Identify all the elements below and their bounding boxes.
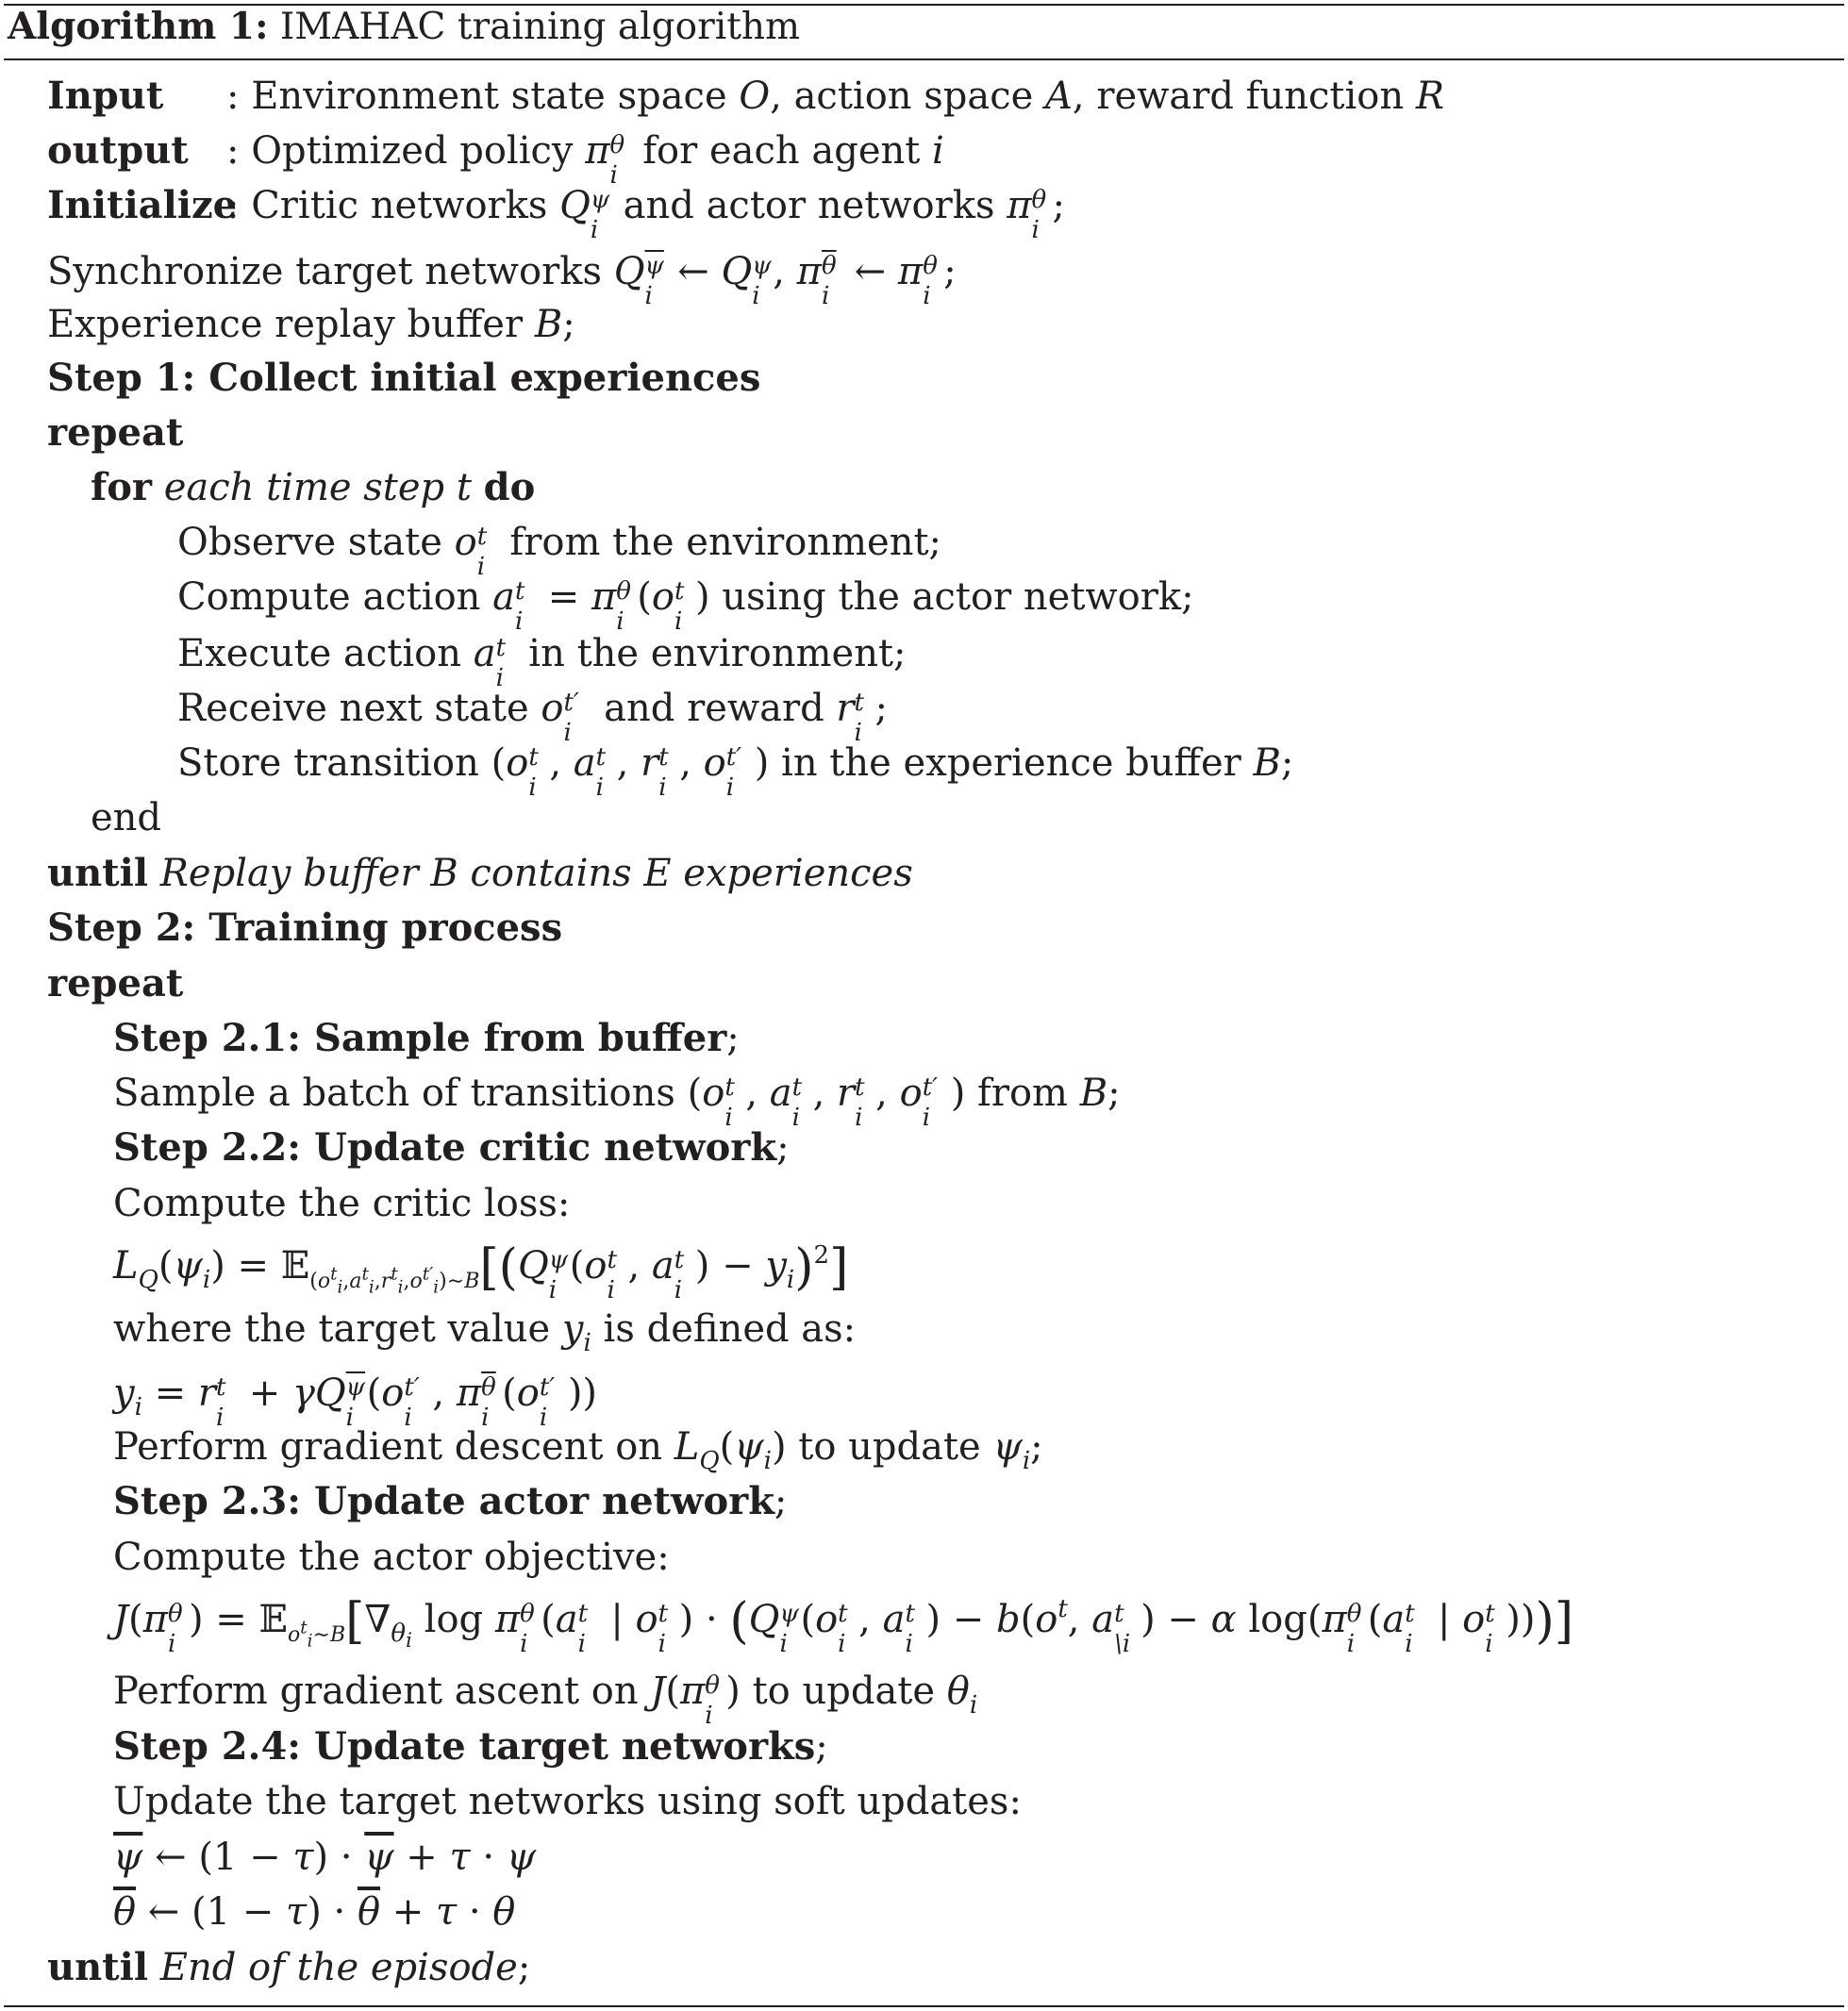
bottom-rule	[4, 2005, 1844, 2007]
input-line	[47, 72, 1444, 121]
until2-keyword: until	[47, 1945, 149, 1989]
repeat2-keyword: repeat	[47, 961, 184, 1006]
initialize-line	[47, 181, 1066, 244]
soft-update-line: Update the target networks using soft updates:	[113, 1780, 1022, 1823]
step24-heading: Step 2.4: Update target networks	[113, 1724, 816, 1769]
step1-heading: Step 1: Collect initial experiences	[47, 356, 761, 400]
observe-line: Observe state o t i from the environment;	[177, 521, 942, 581]
step21-heading: Step 2.1: Sample from buffer	[113, 1016, 727, 1060]
store-line: Store transition (o t i , a t i , r t i , o t′ i ) in the experience buffer B;	[177, 741, 1294, 802]
receive-line: Receive next state o t′ i and reward r t i ;	[177, 687, 889, 747]
until1-keyword: until	[47, 851, 149, 895]
ascent-line: Perform gradient ascent on J(π θ i ) to update $\theta_i$	[113, 1670, 978, 1730]
for-line	[91, 463, 535, 512]
descent-line: Perform gradient descent on $L_Q(\psi_i)$ to update $\psi_i$;	[113, 1425, 1043, 1475]
buffer-line: Experience replay buffer B;	[47, 303, 575, 346]
algorithm-box	[4, 0, 1844, 2011]
caption-title: IMAHAC training algorithm	[279, 6, 800, 48]
where-target-line: where the target value $y_i$ is defined as:	[113, 1307, 857, 1357]
for-keyword: for	[91, 465, 152, 509]
initialize-keyword: Initialize	[47, 183, 238, 227]
psi-update-equation: $\overline{\psi}$ ← $(1 - \tau) \cdot \overline{\psi} + \tau \cdot \psi$	[113, 1836, 537, 1879]
step2-heading: Step 2: Training process	[47, 906, 563, 950]
until1-line	[47, 849, 913, 898]
actor-equation: J(π θ i ) = $𝔼_{o^t_i\sim B}[\nabla_{\theta_i}$ log π θ i (a t i | o t i ) · (Q ψ i (o t i , a t i ) − $b(o^t$, a t \i ) − α log(π θ i (a t i | o t i )))]	[113, 1593, 1574, 1658]
compute-objective-line: Compute the actor objective:	[113, 1536, 670, 1579]
step23-line: Step 2.3: Update actor network;	[113, 1479, 788, 1523]
until2-text: End of the episode	[159, 1946, 518, 1989]
target-equation: $y_i = r$ t i + γQ $\overline{\psi}$ i (o t′ i , π $\overline{\theta}$ i (o t′ i ))	[113, 1371, 598, 1432]
output-text: : Optimized policy π θ i for each agent i	[226, 129, 944, 190]
step22-heading: Step 2.2: Update critic network	[113, 1125, 777, 1170]
output-line	[47, 126, 944, 190]
until2-line: until End of the episode;	[47, 1945, 531, 1989]
repeat1-keyword: repeat	[47, 410, 184, 455]
for-text: each time step t	[163, 466, 472, 509]
loss-equation: $L_Q(\psi_i)$ = 𝔼$_{(o^t_i,a^t_i,r^t_i,o^{t'}_i)\sim B}$[(Q ψ i (o t i , a t i ) − $y_i)^2$]	[113, 1239, 849, 1305]
input-text: : Environment state space O, action space A, reward function R	[226, 75, 1444, 118]
initialize-text: : Critic networks Q ψ i and actor networks π θ i ;	[226, 184, 1066, 244]
caption-label: Algorithm 1:	[8, 5, 269, 48]
algorithm-caption	[8, 5, 800, 48]
input-keyword: Input	[47, 74, 164, 118]
caption-rule	[4, 58, 1844, 60]
do-keyword: do	[483, 465, 536, 509]
theta-update-equation: $\overline{\theta}$ ← $(1 - \tau) \cdot \overline{\theta} + \tau \cdot \theta$	[113, 1890, 516, 1934]
step22-line: Step 2.2: Update critic network;	[113, 1125, 790, 1170]
compute-loss-line: Compute the critic loss:	[113, 1182, 571, 1225]
end-keyword: end	[91, 796, 162, 839]
step21-line: Step 2.1: Sample from buffer;	[113, 1016, 740, 1060]
step23-heading: Step 2.3: Update actor network	[113, 1479, 774, 1523]
until1-text: Replay buffer B contains E experiences	[159, 852, 913, 895]
execute-line: Execute action a t i in the environment;	[177, 632, 907, 692]
compute-action-line: Compute action a t i = π θ i (o t i ) using the actor network;	[177, 575, 1194, 636]
output-keyword: output	[47, 128, 189, 173]
sample-line: Sample a batch of transitions (o t i , a t i , r t i , o t′ i ) from B;	[113, 1072, 1121, 1132]
synchronize-line: Synchronize target networks Q $\overline{\psi}$ i ← Q ψ i , π $\overline{\theta}$ i ← π θ i ;	[47, 250, 957, 310]
step24-line: Step 2.4: Update target networks;	[113, 1724, 828, 1769]
